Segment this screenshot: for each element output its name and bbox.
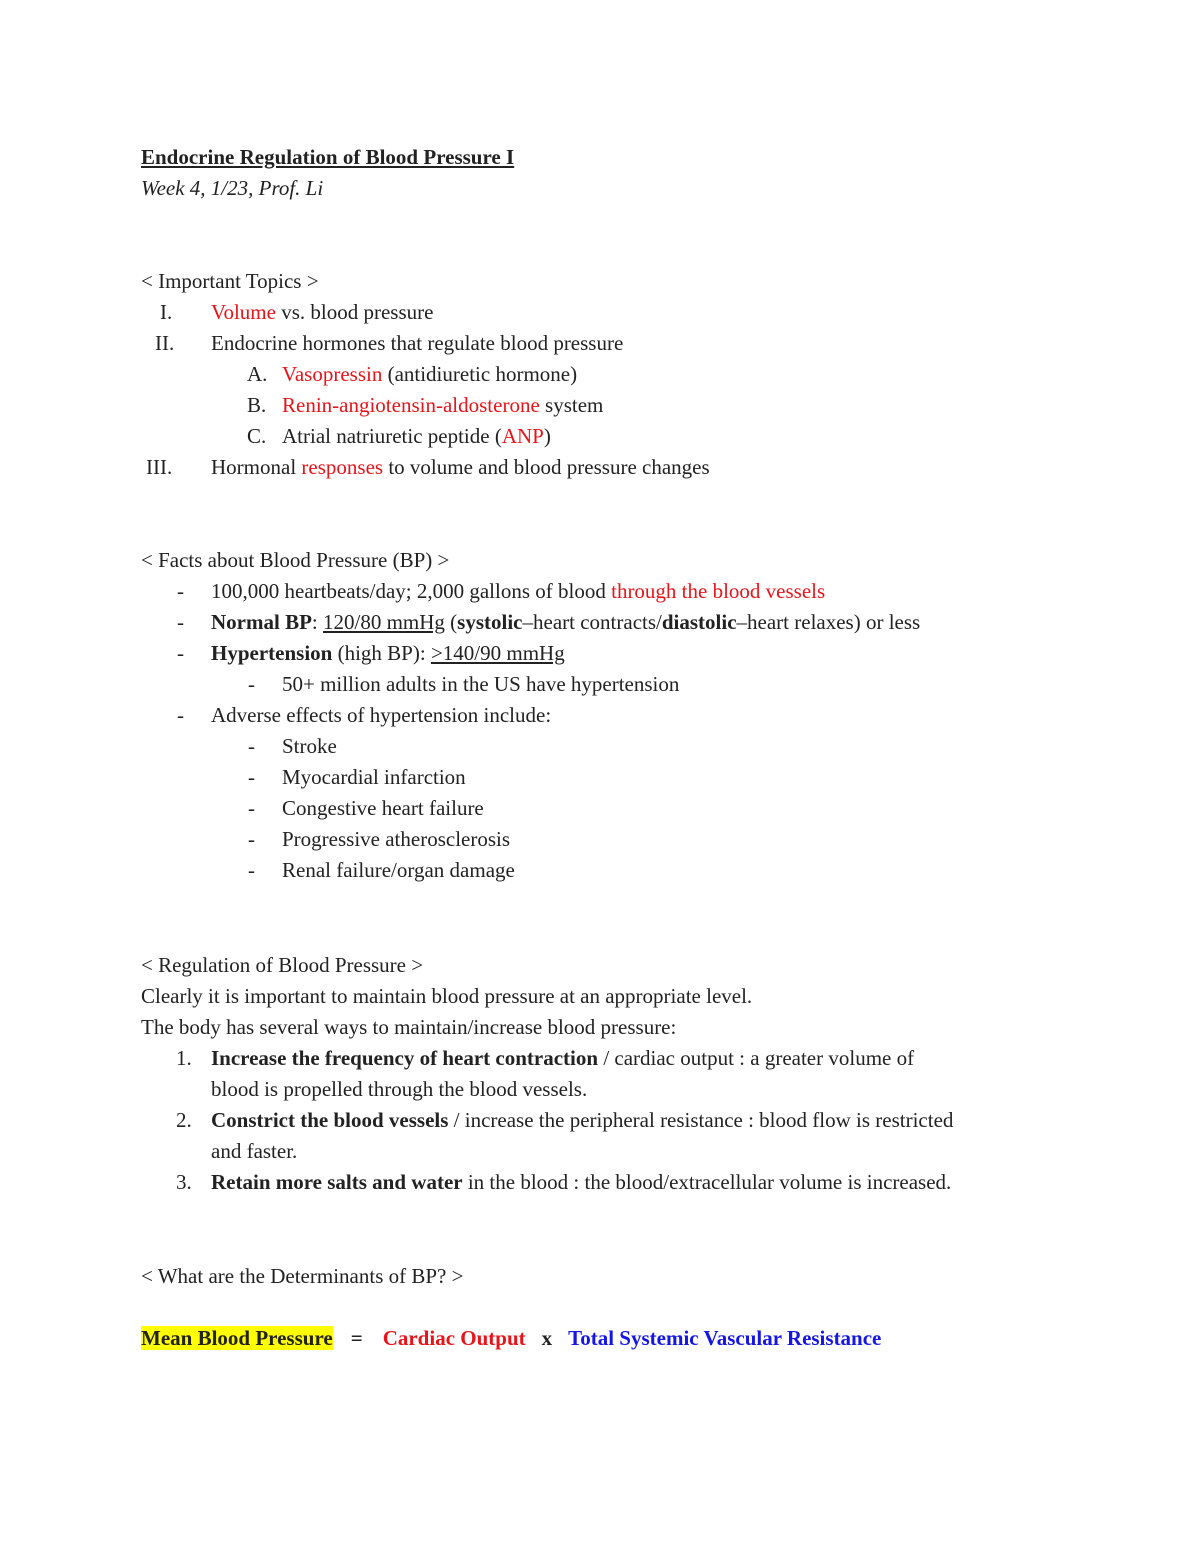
fact-text: –heart relaxes) or less	[736, 610, 921, 634]
subtopic-red-raas: Renin-angiotensin-aldosterone	[282, 393, 540, 417]
regulation-item-vessels-cont: and faster.	[211, 1139, 298, 1163]
regulation-text: / increase the peripheral resistance : blood flow is restricted	[448, 1108, 954, 1132]
dash-bullet: -	[248, 827, 255, 851]
dash-bullet: -	[248, 796, 255, 820]
fact-hypertension-stat: 50+ million adults in the US have hypertension	[282, 672, 680, 696]
dash-bullet: -	[177, 703, 184, 727]
subtopic-text: Atrial natriuretic peptide (	[282, 424, 502, 448]
regulation-item-heart	[211, 1043, 914, 1074]
regulation-bold-term: Retain more salts and water	[211, 1170, 463, 1194]
topic-text: to volume and blood pressure changes	[383, 455, 710, 479]
dash-bullet: -	[177, 641, 184, 665]
alpha-marker-a: A.	[247, 362, 268, 386]
formula-times: x	[541, 1326, 553, 1350]
fact-text: (	[444, 610, 458, 634]
fact-hypertension	[211, 638, 565, 669]
formula-cardiac-output: Cardiac Output	[382, 1326, 526, 1350]
dash-bullet: -	[248, 672, 255, 696]
subtopic-vasopressin	[282, 359, 577, 390]
fact-bold-term: diastolic	[661, 610, 737, 634]
document-subtitle: Week 4, 1/23, Prof. Li	[141, 176, 324, 200]
fact-bold-term: Hypertension	[211, 641, 333, 665]
topic-text: Hormonal	[211, 455, 302, 479]
effect-item: Renal failure/organ damage	[282, 858, 515, 882]
formula-mean-bp: Mean Blood Pressure	[141, 1326, 333, 1350]
regulation-item-vessels	[211, 1105, 953, 1136]
regulation-bold-term: Increase the frequency of heart contraction	[211, 1046, 599, 1070]
dash-bullet: -	[248, 765, 255, 789]
fact-text: 100,000 heartbeats/day; 2,000 gallons of blood	[211, 579, 612, 603]
regulation-bold-term: Constrict the blood vessels	[211, 1108, 449, 1132]
regulation-item-salts	[211, 1167, 951, 1198]
topic-item-volume	[211, 297, 433, 328]
subtopic-anp	[282, 421, 551, 452]
subtopic-red-vasopressin: Vasopressin	[282, 362, 383, 386]
topic-red-responses: responses	[301, 455, 384, 479]
regulation-text: in the blood : the blood/extracellular volume is increased.	[462, 1170, 952, 1194]
alpha-marker-c: C.	[247, 424, 267, 448]
subtopic-text: (antidiuretic hormone)	[382, 362, 578, 386]
subtopic-text: system	[539, 393, 604, 417]
facts-heading: < Facts about Blood Pressure (BP) >	[141, 548, 450, 572]
fact-bold-term: systolic	[457, 610, 523, 634]
regulation-intro-2: The body has several ways to maintain/increase blood pressure:	[141, 1015, 677, 1039]
effect-item: Stroke	[282, 734, 337, 758]
number-marker-2: 2.	[176, 1108, 192, 1132]
dash-bullet: -	[177, 579, 184, 603]
fact-text: (high BP):	[332, 641, 431, 665]
fact-normal-bp	[211, 607, 920, 638]
subtopic-raas	[282, 390, 603, 421]
subtopic-red-anp: ANP	[501, 424, 544, 448]
fact-underlined-value: >140/90 mmHg	[430, 641, 565, 665]
number-marker-1: 1.	[176, 1046, 192, 1070]
fact-bold-term: Normal BP	[211, 610, 312, 634]
roman-marker-i: I.	[160, 300, 173, 324]
fact-text: –heart contracts/	[522, 610, 662, 634]
topic-item-hormones: Endocrine hormones that regulate blood pressure	[211, 331, 624, 355]
formula-line	[141, 1323, 881, 1354]
topic-text: vs. blood pressure	[275, 300, 434, 324]
topic-red-volume: Volume	[211, 300, 276, 324]
regulation-intro-1: Clearly it is important to maintain blood pressure at an appropriate level.	[141, 984, 753, 1008]
regulation-text: / cardiac output : a greater volume of	[598, 1046, 915, 1070]
formula-equals: =	[350, 1326, 363, 1350]
fact-adverse-effects: Adverse effects of hypertension include:	[211, 703, 552, 727]
topic-item-responses	[211, 452, 710, 483]
regulation-item-heart-cont: blood is propelled through the blood vessels.	[211, 1077, 588, 1101]
roman-marker-iii: III.	[146, 455, 173, 479]
determinants-heading: < What are the Determinants of BP? >	[141, 1264, 464, 1288]
fact-red-vessels: through the blood vessels	[611, 579, 826, 603]
document-title: Endocrine Regulation of Blood Pressure I	[141, 145, 515, 169]
roman-marker-ii: II.	[155, 331, 175, 355]
effect-item: Progressive atherosclerosis	[282, 827, 511, 851]
dash-bullet: -	[177, 610, 184, 634]
alpha-marker-b: B.	[247, 393, 267, 417]
dash-bullet: -	[248, 858, 255, 882]
topics-heading: < Important Topics >	[141, 269, 319, 293]
effect-item: Myocardial infarction	[282, 765, 466, 789]
fact-heartbeats	[211, 576, 825, 607]
regulation-heading: < Regulation of Blood Pressure >	[141, 953, 424, 977]
effect-item: Congestive heart failure	[282, 796, 484, 820]
fact-text: :	[311, 610, 323, 634]
fact-underlined-value: 120/80 mmHg	[323, 610, 445, 634]
dash-bullet: -	[248, 734, 255, 758]
subtopic-text: )	[543, 424, 551, 448]
number-marker-3: 3.	[176, 1170, 192, 1194]
formula-tsvr: Total Systemic Vascular Resistance	[568, 1326, 882, 1350]
